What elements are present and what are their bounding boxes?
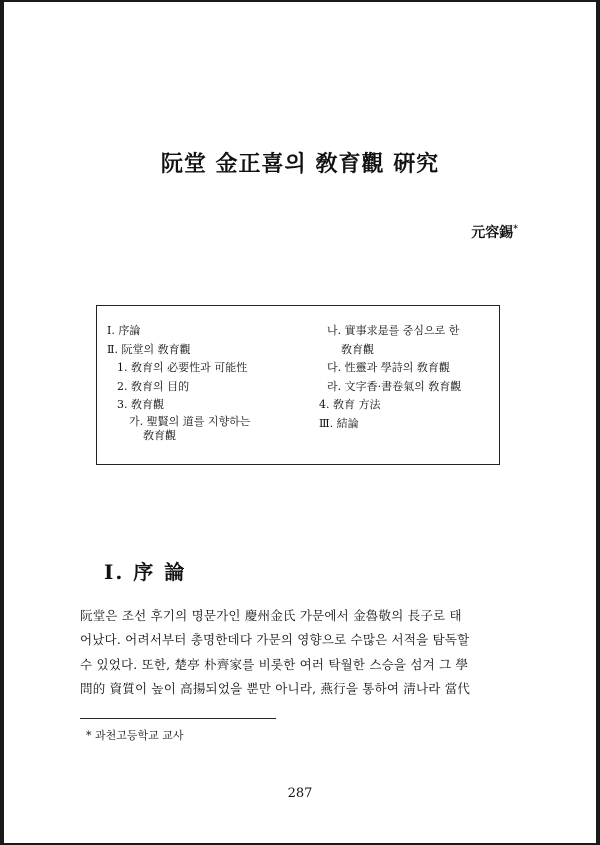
toc-item: 敎育觀 — [143, 428, 176, 442]
body-line: 問的 資質이 높이 高揚되었을 뿐만 아니라, 燕行을 통하여 淸나라 當代 — [80, 680, 471, 696]
page-frame-left — [0, 0, 4, 845]
page-number: 287 — [287, 786, 313, 801]
body-paragraph — [80, 604, 520, 701]
body-line: 수 있었다. 또한, 楚亭 朴齊家를 비롯한 여러 탁월한 스승을 섬겨 그 學 — [80, 656, 469, 672]
toc-left-column — [107, 322, 327, 443]
page-frame-top — [0, 0, 600, 2]
toc-item: 가. 聖賢의 道를 지향하는 — [129, 414, 251, 428]
author-footnote-mark: * — [513, 224, 518, 235]
toc-item: 2. 敎育의 目的 — [117, 379, 190, 393]
toc-item: 나. 實事求是를 중심으로 한 — [327, 324, 460, 337]
table-of-contents — [96, 305, 500, 465]
toc-item: 4. 敎育 方法 — [319, 398, 381, 411]
toc-item: Ⅲ. 結論 — [319, 416, 359, 430]
section-heading: Ⅰ. 序 論 — [104, 560, 187, 584]
toc-item: Ⅰ. 序論 — [107, 324, 141, 337]
footnote: * 과천고등학교 교사 — [86, 729, 184, 742]
author-name — [471, 222, 518, 242]
paper-title: 阮堂 金正喜의 敎育觀 硏究 — [160, 151, 440, 177]
page-frame-right — [596, 0, 600, 845]
toc-item: 1. 敎育의 必要性과 可能性 — [117, 361, 248, 374]
body-line: 어났다. 어려서부터 총명한데다 가문의 영향으로 수많은 서적을 탐독할 — [80, 632, 470, 648]
author-text: 元容錫 — [471, 225, 514, 241]
toc-right-column — [319, 322, 497, 433]
toc-item: 라. 文字香·書卷氣의 敎育觀 — [327, 379, 462, 393]
body-line: 阮堂은 조선 후기의 명문가인 慶州金氏 가문에서 金魯敬의 長子로 태 — [80, 608, 462, 623]
footnote-divider — [80, 718, 276, 719]
toc-item: 3. 敎育觀 — [117, 398, 164, 411]
toc-item: Ⅱ. 阮堂의 敎育觀 — [107, 342, 191, 356]
toc-item: 敎育觀 — [341, 342, 374, 356]
toc-item: 다. 性靈과 學詩의 敎育觀 — [327, 361, 450, 374]
